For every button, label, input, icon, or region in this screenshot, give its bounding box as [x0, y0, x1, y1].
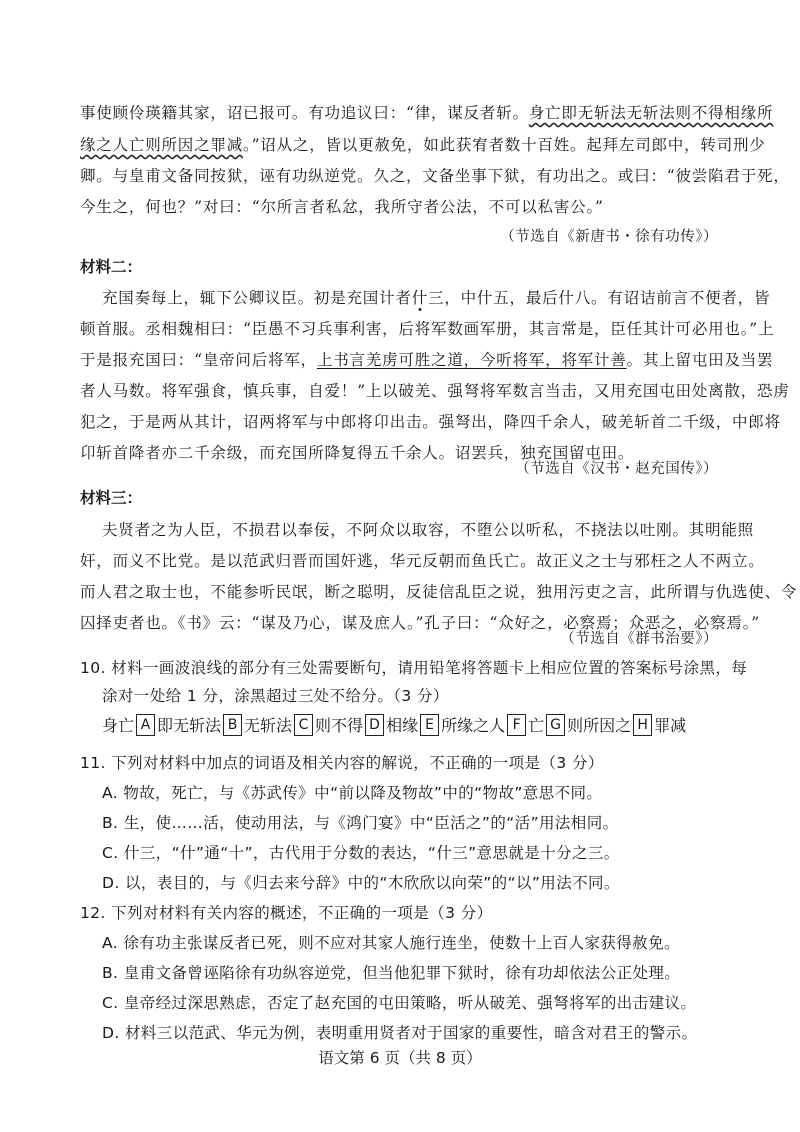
- q12-stem: 12. 下列对材料有关内容的概述，不正确的一项是（3 分）: [80, 904, 493, 922]
- answer-box-h[interactable]: H: [633, 714, 652, 736]
- page-footer: 语文第 6 页（共 8 页）: [318, 1049, 482, 1067]
- material2-line-1: [102, 286, 771, 308]
- q11-option-c[interactable]: C. 什三，“什”通“十”，古代用于分数的表达，“什三”意思就是十分之三。: [102, 844, 620, 862]
- material1-line-2: [80, 133, 766, 155]
- material3-line-2: 奸，而义不比党。是以范武归晋而国奸逃，华元反朝而鱼氏亡。故正义之士与邪枉之人不两立。: [80, 552, 765, 570]
- material3-line-3: 而人君之取士也，不能参听民氓，断之聪明，反徒信乱臣之说，独用污吏之言，此所谓与仇选使、令: [80, 583, 798, 601]
- material1-citation: （节选自《新唐书・徐有功传》）: [500, 229, 718, 245]
- q11-stem: 11. 下列对材料中加点的词语及相关内容的解说，不正确的一项是（3 分）: [80, 754, 604, 772]
- segment: 罪减: [654, 716, 687, 735]
- segment: 则不得: [315, 716, 364, 735]
- answer-box-f[interactable]: F: [507, 714, 526, 736]
- text: 。其上留屯田及当罢: [626, 351, 774, 369]
- q12-option-a[interactable]: A. 徐有功主张谋反者已死，则不应对其家人施行连坐，使数十上百人家获得赦免。: [102, 934, 680, 952]
- text: 。”诏从之，皆以更赦免，如此获宥者数十百姓。起拜左司郎中，转司刑少: [243, 136, 766, 154]
- segment: 身亡: [102, 716, 135, 735]
- q10-stem-line-2: 涂对一处给 1 分，涂黑超过三处不给分。（3 分）: [102, 687, 449, 705]
- answer-box-g[interactable]: G: [546, 714, 565, 736]
- segment: 即无斩法: [157, 716, 222, 735]
- wavy-underlined-text: 身亡即无斩法无斩法则不得相缘所: [528, 104, 774, 122]
- segment: 亡: [528, 716, 545, 735]
- q11-option-b[interactable]: B. 生，使……活，使动用法，与《鸿门宴》中“臣活之”的“活”用法相同。: [102, 814, 619, 832]
- q12-option-b[interactable]: B. 皇甫文备曾诬陷徐有功纵容逆党，但当他犯罪下狱时，徐有功却依法公正处理。: [102, 964, 681, 982]
- answer-box-c[interactable]: C: [294, 714, 313, 736]
- material2-citation: （节选自《汉书・赵充国传》）: [515, 461, 718, 477]
- q10-stem-line-1: 10. 材料一画波浪线的部分有三处需要断句，请用铅笔将答题卡上相应位置的答案标号涂黑，每: [80, 659, 748, 677]
- material3-citation: （节选自《群书治要》）: [560, 631, 718, 647]
- segment: 无斩法: [244, 716, 293, 735]
- wavy-underlined-text: 缘之人亡则所因之罪减: [80, 136, 244, 154]
- answer-box-b[interactable]: B: [223, 714, 242, 736]
- material2-heading: 材料二：: [80, 258, 143, 276]
- text: 充国奏每上，辄下公卿议臣。初是充国计者: [102, 289, 412, 307]
- answer-box-d[interactable]: D: [365, 714, 384, 736]
- text: 三，中什五，最后什八。有诏诘前言不便者，皆: [428, 289, 771, 307]
- q10-answer-boxes: [102, 713, 686, 736]
- text: 于是报充国曰：“皇帝问后将军，: [80, 351, 317, 369]
- material3-line-4: 囚择吏者也。《书》云：“谋及乃心，谋及庶人。”孔子曰：“众好之，必察焉；众恶之，必察焉。”: [80, 614, 760, 632]
- segment: 所缘之人: [441, 716, 506, 735]
- material2-line-5: 犯之，于是两从其计，诏两将军与中郎将卬出击。强弩出，降四千余人，破羌斩首二千级，中郎将: [80, 413, 781, 431]
- answer-box-e[interactable]: E: [420, 714, 439, 736]
- material2-line-3: [80, 348, 774, 370]
- q12-option-c[interactable]: C. 皇帝经过深思熟虑，否定了赵充国的屯田策略，听从破羌、强弩将军的出击建议。: [102, 994, 697, 1012]
- material3-line-1: 夫贤者之为人臣，不损君以奉佞，不阿众以取容，不堕公以听私，不挠法以吐刚。其明能照: [102, 521, 755, 539]
- material1-line-4: 今生之，何也？”对曰：“尔所言者私忿，我所守者公法，不可以私害公。”: [80, 198, 604, 216]
- answer-box-a[interactable]: A: [136, 714, 155, 736]
- material1-line-1: [80, 101, 774, 123]
- material2-line-2: 顿首服。丞相魏相曰：“臣愚不习兵事利害，后将军数画军册，其言常是，臣任其计可必用也。”上: [80, 320, 775, 338]
- material1-line-3: 卿。与皇甫文备同按狱，诬有功纵逆党。久之，文备坐事下狱，有功出之。或曰：“彼尝陷君于死，: [80, 167, 790, 185]
- q11-option-a[interactable]: A. 物故，死亡，与《苏武传》中“前以降及物故”中的“物故”意思不同。: [102, 784, 603, 802]
- q12-option-d[interactable]: D. 材料三以范武、华元为例，表明重用贤者对于国家的重要性，暗含对君王的警示。: [102, 1024, 698, 1042]
- q11-option-d[interactable]: D. 以，表目的，与《归去来兮辞》中的“木欣欣以向荣”的“以”用法不同。: [102, 874, 620, 892]
- material3-heading: 材料三：: [80, 489, 143, 507]
- emphasized-char: 什: [411, 289, 429, 307]
- material2-line-4: 者人马数。将军强食，慎兵事，自爱！”上以破羌、强弩将军数言当击，又用充国屯田处离散，恐虏: [80, 382, 790, 400]
- underlined-text: 上书言羌虏可胜之道，今听将军，将军计善: [316, 351, 627, 369]
- material2-line-6: 卬斩首降者亦二千余级，而充国所降复得五千余人。诏罢兵，独充国留屯田。: [80, 444, 635, 462]
- segment: 则所因之: [567, 716, 632, 735]
- text: 事使顾伶瑛籍其家，诏已报可。有功追议曰：“律，谋反者斩。: [80, 104, 529, 122]
- segment: 相缘: [386, 716, 419, 735]
